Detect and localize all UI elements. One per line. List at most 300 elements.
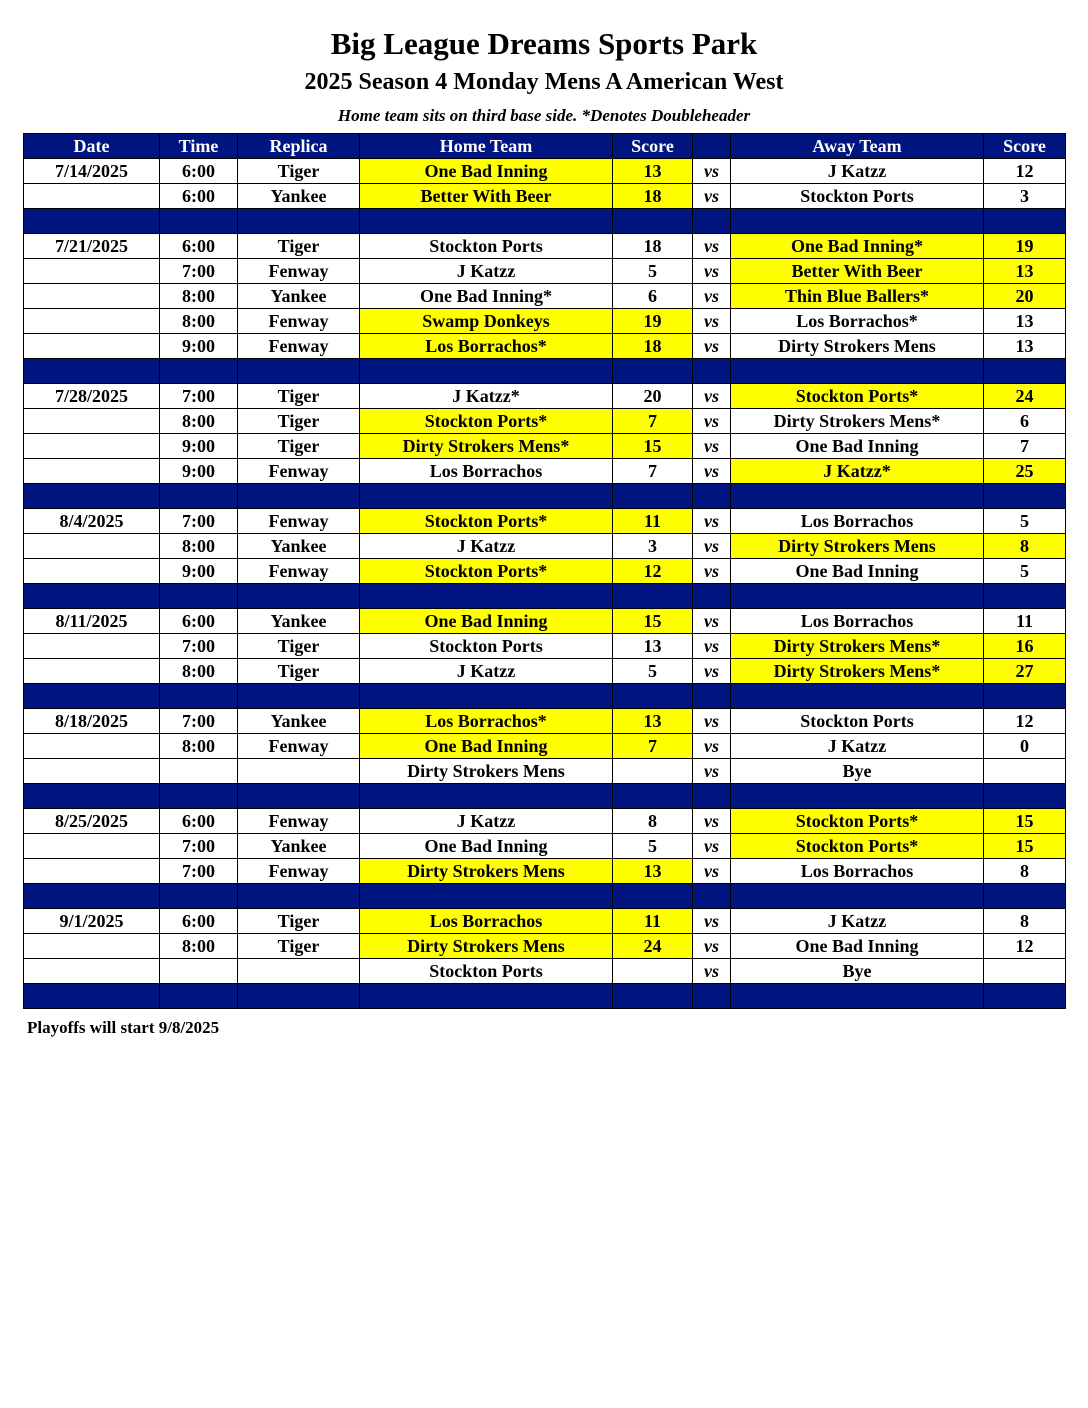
separator-cell — [613, 784, 693, 809]
cell-away-team: Los Borrachos* — [731, 309, 984, 334]
cell-vs: vs — [693, 184, 731, 209]
cell-vs: vs — [693, 934, 731, 959]
separator-cell — [160, 984, 238, 1009]
cell-away-team: One Bad Inning — [731, 934, 984, 959]
cell-vs: vs — [693, 434, 731, 459]
cell-away-score: 24 — [984, 384, 1066, 409]
cell-date — [24, 659, 160, 684]
cell-home-team: J Katzz — [360, 259, 613, 284]
cell-away-team: Stockton Ports* — [731, 834, 984, 859]
cell-replica: Fenway — [238, 809, 360, 834]
cell-date — [24, 259, 160, 284]
table-row — [24, 609, 1066, 634]
cell-time: 7:00 — [160, 834, 238, 859]
col-header-home-team: Home Team — [360, 134, 613, 159]
table-row — [24, 309, 1066, 334]
cell-away-score: 25 — [984, 459, 1066, 484]
cell-away-score: 19 — [984, 234, 1066, 259]
cell-time: 6:00 — [160, 184, 238, 209]
cell-home-team: Los Borrachos — [360, 909, 613, 934]
cell-time: 8:00 — [160, 284, 238, 309]
cell-vs: vs — [693, 834, 731, 859]
separator-cell — [613, 359, 693, 384]
cell-date — [24, 634, 160, 659]
cell-away-team: Los Borrachos — [731, 509, 984, 534]
cell-replica: Yankee — [238, 534, 360, 559]
separator-cell — [984, 684, 1066, 709]
separator-cell — [360, 584, 613, 609]
cell-home-score: 15 — [613, 434, 693, 459]
cell-away-score: 15 — [984, 834, 1066, 859]
cell-date — [24, 534, 160, 559]
cell-away-team: Los Borrachos — [731, 609, 984, 634]
separator-cell — [731, 484, 984, 509]
separator-cell — [360, 684, 613, 709]
week-separator-row — [24, 684, 1066, 709]
cell-replica: Yankee — [238, 184, 360, 209]
separator-cell — [984, 359, 1066, 384]
separator-cell — [160, 584, 238, 609]
cell-home-score: 13 — [613, 159, 693, 184]
cell-away-team: J Katzz — [731, 734, 984, 759]
cell-home-team: J Katzz — [360, 809, 613, 834]
cell-time: 6:00 — [160, 159, 238, 184]
cell-replica: Fenway — [238, 509, 360, 534]
cell-away-team: Better With Beer — [731, 259, 984, 284]
cell-away-score: 5 — [984, 509, 1066, 534]
cell-date: 8/4/2025 — [24, 509, 160, 534]
separator-cell — [613, 484, 693, 509]
cell-time: 8:00 — [160, 934, 238, 959]
week-separator-row — [24, 584, 1066, 609]
cell-vs: vs — [693, 859, 731, 884]
cell-home-score: 3 — [613, 534, 693, 559]
cell-replica: Yankee — [238, 709, 360, 734]
separator-cell — [984, 209, 1066, 234]
cell-time: 8:00 — [160, 409, 238, 434]
cell-date — [24, 334, 160, 359]
cell-home-score: 20 — [613, 384, 693, 409]
week-separator-row — [24, 784, 1066, 809]
separator-cell — [160, 884, 238, 909]
cell-time: 8:00 — [160, 734, 238, 759]
cell-away-team: Thin Blue Ballers* — [731, 284, 984, 309]
cell-vs: vs — [693, 259, 731, 284]
cell-vs: vs — [693, 284, 731, 309]
cell-date — [24, 284, 160, 309]
cell-home-score — [613, 959, 693, 984]
table-header-row — [24, 134, 1066, 159]
cell-away-score — [984, 759, 1066, 784]
cell-away-team: J Katzz — [731, 159, 984, 184]
cell-time: 6:00 — [160, 234, 238, 259]
cell-replica: Yankee — [238, 284, 360, 309]
week-separator-row — [24, 209, 1066, 234]
cell-away-team: Stockton Ports — [731, 184, 984, 209]
cell-away-score: 13 — [984, 259, 1066, 284]
cell-time: 7:00 — [160, 859, 238, 884]
cell-home-team: Stockton Ports — [360, 234, 613, 259]
cell-replica: Tiger — [238, 384, 360, 409]
cell-replica: Fenway — [238, 309, 360, 334]
cell-replica: Fenway — [238, 259, 360, 284]
separator-cell — [360, 359, 613, 384]
cell-date — [24, 834, 160, 859]
table-row — [24, 434, 1066, 459]
table-row — [24, 559, 1066, 584]
separator-cell — [238, 484, 360, 509]
table-row — [24, 234, 1066, 259]
separator-cell — [238, 584, 360, 609]
cell-home-score: 18 — [613, 334, 693, 359]
week-separator-row — [24, 359, 1066, 384]
separator-cell — [238, 684, 360, 709]
cell-home-team: Stockton Ports* — [360, 509, 613, 534]
separator-cell — [238, 984, 360, 1009]
separator-cell — [24, 884, 160, 909]
cell-date: 8/25/2025 — [24, 809, 160, 834]
cell-home-team: J Katzz* — [360, 384, 613, 409]
cell-away-score: 27 — [984, 659, 1066, 684]
separator-cell — [360, 209, 613, 234]
table-row — [24, 534, 1066, 559]
col-header-home-score: Score — [613, 134, 693, 159]
cell-time: 6:00 — [160, 809, 238, 834]
cell-time: 7:00 — [160, 509, 238, 534]
cell-time: 7:00 — [160, 634, 238, 659]
cell-away-score: 13 — [984, 309, 1066, 334]
cell-vs: vs — [693, 234, 731, 259]
separator-cell — [238, 359, 360, 384]
separator-cell — [693, 784, 731, 809]
cell-home-team: Stockton Ports — [360, 634, 613, 659]
cell-time: 7:00 — [160, 259, 238, 284]
cell-home-team: Stockton Ports — [360, 959, 613, 984]
table-row — [24, 259, 1066, 284]
cell-time: 9:00 — [160, 434, 238, 459]
table-row — [24, 959, 1066, 984]
cell-away-score: 3 — [984, 184, 1066, 209]
cell-replica: Tiger — [238, 909, 360, 934]
cell-home-team: One Bad Inning — [360, 834, 613, 859]
cell-date — [24, 459, 160, 484]
cell-date: 7/21/2025 — [24, 234, 160, 259]
separator-cell — [24, 484, 160, 509]
cell-replica: Fenway — [238, 859, 360, 884]
separator-cell — [24, 784, 160, 809]
cell-home-score: 24 — [613, 934, 693, 959]
table-row — [24, 659, 1066, 684]
cell-vs: vs — [693, 659, 731, 684]
cell-away-team: Stockton Ports* — [731, 384, 984, 409]
cell-replica: Fenway — [238, 459, 360, 484]
cell-home-score: 15 — [613, 609, 693, 634]
cell-home-score: 6 — [613, 284, 693, 309]
cell-time: 9:00 — [160, 459, 238, 484]
cell-away-score: 13 — [984, 334, 1066, 359]
cell-home-team: Better With Beer — [360, 184, 613, 209]
cell-away-score: 5 — [984, 559, 1066, 584]
cell-home-score: 11 — [613, 509, 693, 534]
cell-vs: vs — [693, 159, 731, 184]
separator-cell — [160, 684, 238, 709]
cell-away-score: 8 — [984, 859, 1066, 884]
cell-replica: Tiger — [238, 634, 360, 659]
cell-away-team: Bye — [731, 959, 984, 984]
cell-time: 6:00 — [160, 609, 238, 634]
cell-away-team: Bye — [731, 759, 984, 784]
separator-cell — [731, 209, 984, 234]
cell-home-team: One Bad Inning* — [360, 284, 613, 309]
cell-home-team: Swamp Donkeys — [360, 309, 613, 334]
cell-away-team: Dirty Strokers Mens* — [731, 634, 984, 659]
cell-home-team: J Katzz — [360, 534, 613, 559]
cell-vs: vs — [693, 609, 731, 634]
cell-away-score — [984, 959, 1066, 984]
cell-home-team: Los Borrachos* — [360, 709, 613, 734]
separator-cell — [984, 884, 1066, 909]
table-row — [24, 384, 1066, 409]
separator-cell — [160, 359, 238, 384]
cell-vs: vs — [693, 709, 731, 734]
page-subtitle: 2025 Season 4 Monday Mens A American West — [304, 69, 784, 95]
cell-replica: Tiger — [238, 659, 360, 684]
cell-home-score: 5 — [613, 659, 693, 684]
cell-date: 8/18/2025 — [24, 709, 160, 734]
col-header-time: Time — [160, 134, 238, 159]
separator-cell — [731, 359, 984, 384]
col-header-date: Date — [24, 134, 160, 159]
week-separator-row — [24, 884, 1066, 909]
cell-home-team: J Katzz — [360, 659, 613, 684]
cell-date — [24, 734, 160, 759]
separator-cell — [613, 209, 693, 234]
table-row — [24, 284, 1066, 309]
separator-cell — [360, 484, 613, 509]
cell-vs: vs — [693, 559, 731, 584]
cell-vs: vs — [693, 509, 731, 534]
cell-home-score: 13 — [613, 709, 693, 734]
cell-home-team: Stockton Ports* — [360, 409, 613, 434]
separator-cell — [360, 784, 613, 809]
cell-home-score: 7 — [613, 734, 693, 759]
schedule-note: Home team sits on third base side. *Denotes Doubleheader — [337, 106, 751, 125]
cell-away-score: 12 — [984, 159, 1066, 184]
cell-home-team: One Bad Inning — [360, 734, 613, 759]
cell-replica: Tiger — [238, 234, 360, 259]
cell-away-team: J Katzz — [731, 909, 984, 934]
separator-cell — [24, 359, 160, 384]
cell-home-score: 7 — [613, 409, 693, 434]
cell-away-score: 8 — [984, 909, 1066, 934]
cell-home-score: 11 — [613, 909, 693, 934]
table-row — [24, 509, 1066, 534]
cell-away-team: One Bad Inning* — [731, 234, 984, 259]
separator-cell — [613, 984, 693, 1009]
table-row — [24, 634, 1066, 659]
cell-time — [160, 959, 238, 984]
cell-replica — [238, 759, 360, 784]
cell-vs: vs — [693, 334, 731, 359]
cell-time: 7:00 — [160, 384, 238, 409]
cell-home-score: 5 — [613, 834, 693, 859]
cell-replica — [238, 959, 360, 984]
separator-cell — [238, 884, 360, 909]
cell-date — [24, 184, 160, 209]
table-row — [24, 184, 1066, 209]
cell-home-score — [613, 759, 693, 784]
cell-replica: Fenway — [238, 734, 360, 759]
separator-cell — [238, 784, 360, 809]
cell-date — [24, 759, 160, 784]
cell-home-team: Dirty Strokers Mens — [360, 759, 613, 784]
cell-vs: vs — [693, 809, 731, 834]
cell-home-score: 18 — [613, 234, 693, 259]
separator-cell — [24, 684, 160, 709]
cell-vs: vs — [693, 384, 731, 409]
cell-away-team: Dirty Strokers Mens* — [731, 659, 984, 684]
cell-vs: vs — [693, 459, 731, 484]
week-separator-row — [24, 984, 1066, 1009]
cell-replica: Tiger — [238, 159, 360, 184]
cell-replica: Tiger — [238, 434, 360, 459]
cell-away-team: Dirty Strokers Mens* — [731, 409, 984, 434]
cell-date: 8/11/2025 — [24, 609, 160, 634]
separator-cell — [613, 684, 693, 709]
cell-time: 7:00 — [160, 709, 238, 734]
table-row — [24, 809, 1066, 834]
cell-replica: Fenway — [238, 559, 360, 584]
cell-home-score: 8 — [613, 809, 693, 834]
separator-cell — [24, 584, 160, 609]
separator-cell — [693, 484, 731, 509]
separator-cell — [984, 784, 1066, 809]
table-row — [24, 459, 1066, 484]
cell-vs: vs — [693, 959, 731, 984]
cell-home-score: 12 — [613, 559, 693, 584]
separator-cell — [238, 209, 360, 234]
cell-time: 6:00 — [160, 909, 238, 934]
cell-date: 9/1/2025 — [24, 909, 160, 934]
cell-away-score: 12 — [984, 934, 1066, 959]
cell-away-score: 7 — [984, 434, 1066, 459]
col-header-away-team: Away Team — [731, 134, 984, 159]
cell-time — [160, 759, 238, 784]
table-row — [24, 159, 1066, 184]
cell-away-team: Dirty Strokers Mens — [731, 534, 984, 559]
cell-time: 8:00 — [160, 534, 238, 559]
cell-away-score: 12 — [984, 709, 1066, 734]
separator-cell — [693, 359, 731, 384]
separator-cell — [731, 784, 984, 809]
cell-vs: vs — [693, 409, 731, 434]
col-header-away-score: Score — [984, 134, 1066, 159]
cell-replica: Fenway — [238, 334, 360, 359]
table-row — [24, 934, 1066, 959]
cell-home-team: Dirty Strokers Mens — [360, 859, 613, 884]
cell-away-team: J Katzz* — [731, 459, 984, 484]
cell-away-score: 0 — [984, 734, 1066, 759]
cell-replica: Yankee — [238, 834, 360, 859]
cell-date: 7/28/2025 — [24, 384, 160, 409]
cell-away-team: Stockton Ports — [731, 709, 984, 734]
cell-date — [24, 559, 160, 584]
separator-cell — [360, 884, 613, 909]
cell-replica: Tiger — [238, 409, 360, 434]
separator-cell — [160, 784, 238, 809]
cell-home-score: 5 — [613, 259, 693, 284]
cell-home-score: 18 — [613, 184, 693, 209]
cell-home-score: 13 — [613, 634, 693, 659]
table-row — [24, 734, 1066, 759]
cell-replica: Yankee — [238, 609, 360, 634]
schedule-table — [23, 133, 1066, 1009]
cell-home-team: Dirty Strokers Mens* — [360, 434, 613, 459]
cell-home-team: One Bad Inning — [360, 609, 613, 634]
cell-vs: vs — [693, 534, 731, 559]
cell-away-score: 20 — [984, 284, 1066, 309]
cell-home-score: 7 — [613, 459, 693, 484]
cell-vs: vs — [693, 634, 731, 659]
separator-cell — [984, 984, 1066, 1009]
cell-home-team: Dirty Strokers Mens — [360, 934, 613, 959]
separator-cell — [731, 684, 984, 709]
table-row — [24, 334, 1066, 359]
separator-cell — [984, 584, 1066, 609]
separator-cell — [693, 584, 731, 609]
separator-cell — [731, 984, 984, 1009]
cell-away-team: Dirty Strokers Mens — [731, 334, 984, 359]
col-header-vs — [693, 134, 731, 159]
separator-cell — [160, 209, 238, 234]
cell-time: 8:00 — [160, 659, 238, 684]
cell-date — [24, 434, 160, 459]
cell-time: 8:00 — [160, 309, 238, 334]
cell-date: 7/14/2025 — [24, 159, 160, 184]
separator-cell — [693, 884, 731, 909]
cell-replica: Tiger — [238, 934, 360, 959]
separator-cell — [693, 984, 731, 1009]
separator-cell — [613, 584, 693, 609]
col-header-replica: Replica — [238, 134, 360, 159]
separator-cell — [613, 884, 693, 909]
separator-cell — [984, 484, 1066, 509]
cell-time: 9:00 — [160, 334, 238, 359]
page-title: Big League Dreams Sports Park — [330, 26, 758, 61]
separator-cell — [360, 984, 613, 1009]
cell-home-team: One Bad Inning — [360, 159, 613, 184]
separator-cell — [731, 584, 984, 609]
separator-cell — [693, 684, 731, 709]
cell-away-team: Los Borrachos — [731, 859, 984, 884]
cell-home-team: Los Borrachos — [360, 459, 613, 484]
table-row — [24, 409, 1066, 434]
cell-date — [24, 859, 160, 884]
cell-time: 9:00 — [160, 559, 238, 584]
cell-home-score: 13 — [613, 859, 693, 884]
separator-cell — [693, 209, 731, 234]
separator-cell — [24, 209, 160, 234]
table-row — [24, 709, 1066, 734]
cell-vs: vs — [693, 309, 731, 334]
table-row — [24, 759, 1066, 784]
separator-cell — [160, 484, 238, 509]
cell-date — [24, 409, 160, 434]
cell-date — [24, 309, 160, 334]
table-row — [24, 909, 1066, 934]
cell-away-score: 15 — [984, 809, 1066, 834]
cell-home-team: Stockton Ports* — [360, 559, 613, 584]
